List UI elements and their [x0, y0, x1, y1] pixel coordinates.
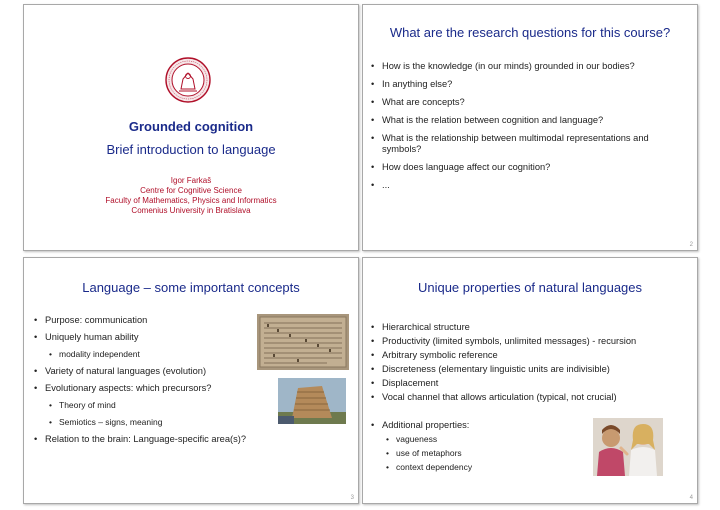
list-item: • Theory of mind [31, 400, 261, 411]
bullet-list [31, 315, 261, 451]
page-number: 4 [689, 495, 693, 501]
list-item: • What are concepts? [368, 97, 688, 108]
list-item: • Uniquely human ability [31, 332, 261, 343]
bullet-list [368, 322, 693, 406]
tower-of-babel-image [278, 378, 346, 424]
list-item: • context dependency [368, 462, 588, 473]
slide-3 [23, 257, 359, 504]
list-item: • In anything else? [368, 79, 688, 90]
list-item: • Semiotics – signs, meaning [31, 417, 261, 428]
clay-tablet-image [257, 314, 349, 370]
children-talking-image [593, 418, 663, 476]
list-item: • Vocal channel that allows articulation (typical, not crucial) [368, 392, 693, 403]
list-item: • vagueness [368, 434, 588, 445]
page-number: 2 [689, 242, 693, 248]
affiliation-line-2: Faculty of Mathematics, Physics and Informatics [105, 196, 277, 205]
presentation-subtitle: Brief introduction to language [106, 142, 276, 157]
list-item: • Hierarchical structure [368, 322, 693, 333]
slide-title: What are the research questions for this course? [389, 25, 671, 40]
author-name: Igor Farkaš [170, 176, 212, 185]
list-item: • ... [368, 180, 688, 191]
list-item: • Discreteness (elementary linguistic units are indivisible) [368, 364, 693, 375]
slide-title: Unique properties of natural languages [417, 280, 643, 295]
list-item: • How does language affect our cognition? [368, 162, 688, 173]
list-item: • Displacement [368, 378, 693, 389]
list-item: • Additional properties: [368, 420, 588, 431]
list-item: • Variety of natural languages (evolution) [31, 366, 261, 377]
affiliation-line-3: Comenius University in Bratislava [131, 206, 251, 215]
slide-2 [362, 4, 698, 251]
university-seal-icon [165, 57, 211, 103]
affiliation-line-1: Centre for Cognitive Science [140, 186, 242, 195]
list-item: • Purpose: communication [31, 315, 261, 326]
slide-4 [362, 257, 698, 504]
slide-title: Language – some important concepts [82, 280, 300, 295]
list-item: • What is the relation between cognition and language? [368, 115, 688, 126]
list-item: • What is the relationship between multimodal representations and symbols? [368, 133, 688, 155]
bullet-list [368, 61, 688, 198]
list-item: • use of metaphors [368, 448, 588, 459]
slide-1 [23, 4, 359, 251]
presentation-title: Grounded cognition [128, 119, 254, 134]
list-item: • Productivity (limited symbols, unlimited messages) - recursion [368, 336, 693, 347]
list-item: • Evolutionary aspects: which precursors? [31, 383, 261, 394]
list-item: • Arbitrary symbolic reference [368, 350, 693, 361]
additional-properties-list [368, 420, 588, 476]
list-item: • How is the knowledge (in our minds) grounded in our bodies? [368, 61, 688, 72]
list-item: • Relation to the brain: Language-specific area(s)? [31, 434, 315, 445]
page-number: 3 [350, 495, 354, 501]
list-item: • modality independent [31, 349, 261, 360]
